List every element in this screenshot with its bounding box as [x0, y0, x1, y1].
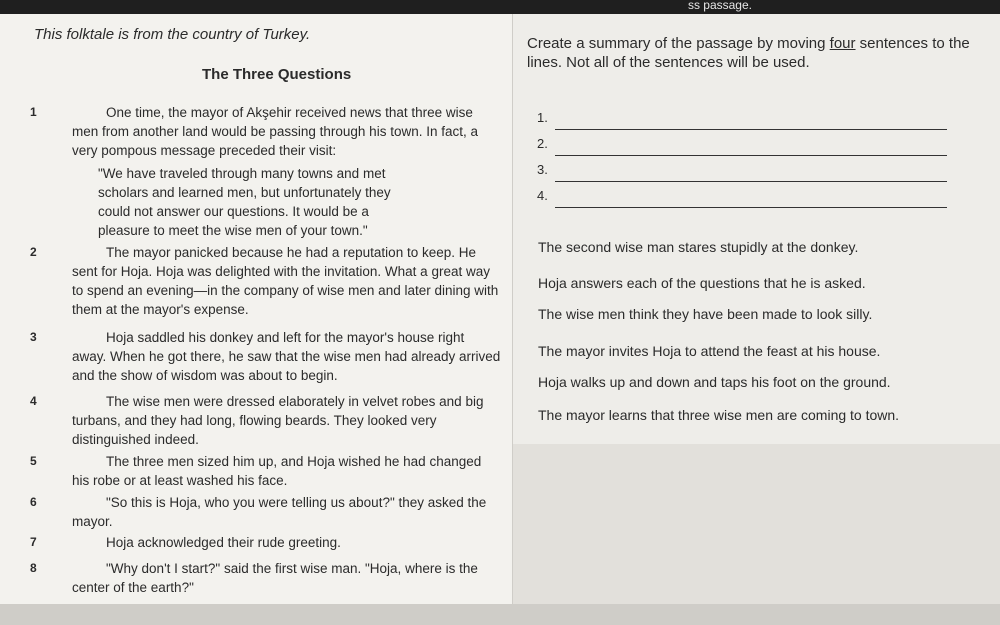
passage-title: The Three Questions — [202, 66, 352, 83]
paragraph-number: 7 — [30, 535, 37, 549]
paragraph-number: 8 — [30, 561, 37, 575]
instruction-count: four — [829, 35, 856, 52]
top-strip-text: ss passage. — [687, 0, 752, 12]
sentence-option[interactable]: The mayor learns that three wise men are coming to town. — [538, 407, 900, 423]
answer-line-number: 1. — [537, 110, 548, 125]
paragraph-number: 1 — [30, 105, 37, 119]
top-strip — [0, 0, 1000, 14]
paragraph-text: "So this is Hoja, who you were telling us about?" they asked the mayor. — [72, 495, 487, 529]
paragraph-number: 5 — [30, 454, 37, 468]
answer-line-1[interactable] — [537, 110, 947, 130]
answer-line-2[interactable] — [537, 136, 947, 156]
paragraph — [72, 559, 502, 597]
paragraph-text: The mayor panicked because he had a reputation to keep. He sent for Hoja. Hoja was delighted with the invitation. What a great way to spend an evening—in the company of wise men and later dining with them at the mayor's expense. — [72, 245, 499, 317]
paragraph-text: One time, the mayor of Akşehir received news that three wise men from another land would be passing through his town. In fact, a very pompous message preceded their visit: — [72, 105, 478, 158]
paragraph — [72, 392, 502, 449]
paragraph — [72, 243, 502, 319]
answer-line-number: 4. — [537, 188, 548, 203]
paragraph — [72, 328, 502, 385]
bottom-band — [0, 604, 1000, 625]
instruction-text: Create a summary of the passage by moving — [527, 35, 830, 52]
paragraph-number: 4 — [30, 394, 37, 408]
paragraph-text: The wise men were dressed elaborately in velvet robes and big turbans, and they had long, flowing beards. They looked very distinguished indeed. — [72, 394, 484, 447]
paragraph-text: The three men sized him up, and Hoja wished he had changed his robe or at least washed his face. — [72, 454, 482, 488]
paragraph-number: 6 — [30, 495, 37, 509]
answer-line-4[interactable] — [537, 188, 947, 208]
answer-underline — [555, 155, 947, 156]
answer-underline — [555, 207, 947, 208]
sentence-option[interactable]: The mayor invites Hoja to attend the feast at his house. — [538, 343, 881, 359]
answer-underline — [555, 181, 947, 182]
sentence-option[interactable]: Hoja answers each of the questions that he is asked. — [538, 275, 866, 291]
activity-instructions — [527, 34, 989, 72]
answer-line-3[interactable] — [537, 162, 947, 182]
answer-line-number: 3. — [537, 162, 548, 177]
sentence-option[interactable]: The wise men think they have been made to look silly. — [538, 306, 873, 322]
empty-panel — [512, 444, 1000, 604]
quoted-message: "We have traveled through many towns and met scholars and learned men, but unfortunately they could not answer our questions. It would be a pleasure to meet the wise men of your town." — [98, 166, 391, 238]
passage-intro: This folktale is from the country of Turkey. — [34, 26, 311, 43]
instruction-text: sentences to the lines. Not all of the sentences will be used. — [527, 35, 970, 71]
answer-line-number: 2. — [537, 136, 548, 151]
sentence-option[interactable]: Hoja walks up and down and taps his foot on the ground. — [538, 374, 891, 390]
paragraph-text: Hoja saddled his donkey and left for the mayor's house right away. When he got there, he saw that the wise men had already arrived and the show of wisdom was about to begin. — [72, 330, 501, 383]
paragraph-number: 2 — [30, 245, 37, 259]
paragraph — [72, 533, 502, 552]
paragraph-text: Hoja acknowledged their rude greeting. — [106, 535, 341, 550]
paragraph-number: 3 — [30, 330, 37, 344]
paragraph — [72, 452, 502, 490]
paragraph — [72, 103, 502, 160]
answer-underline — [555, 129, 947, 130]
sentence-option[interactable]: The second wise man stares stupidly at the donkey. — [538, 239, 859, 255]
paragraph — [72, 493, 502, 531]
paragraph-text: "Why don't I start?" said the first wise man. "Hoja, where is the center of the earth?" — [72, 561, 478, 595]
